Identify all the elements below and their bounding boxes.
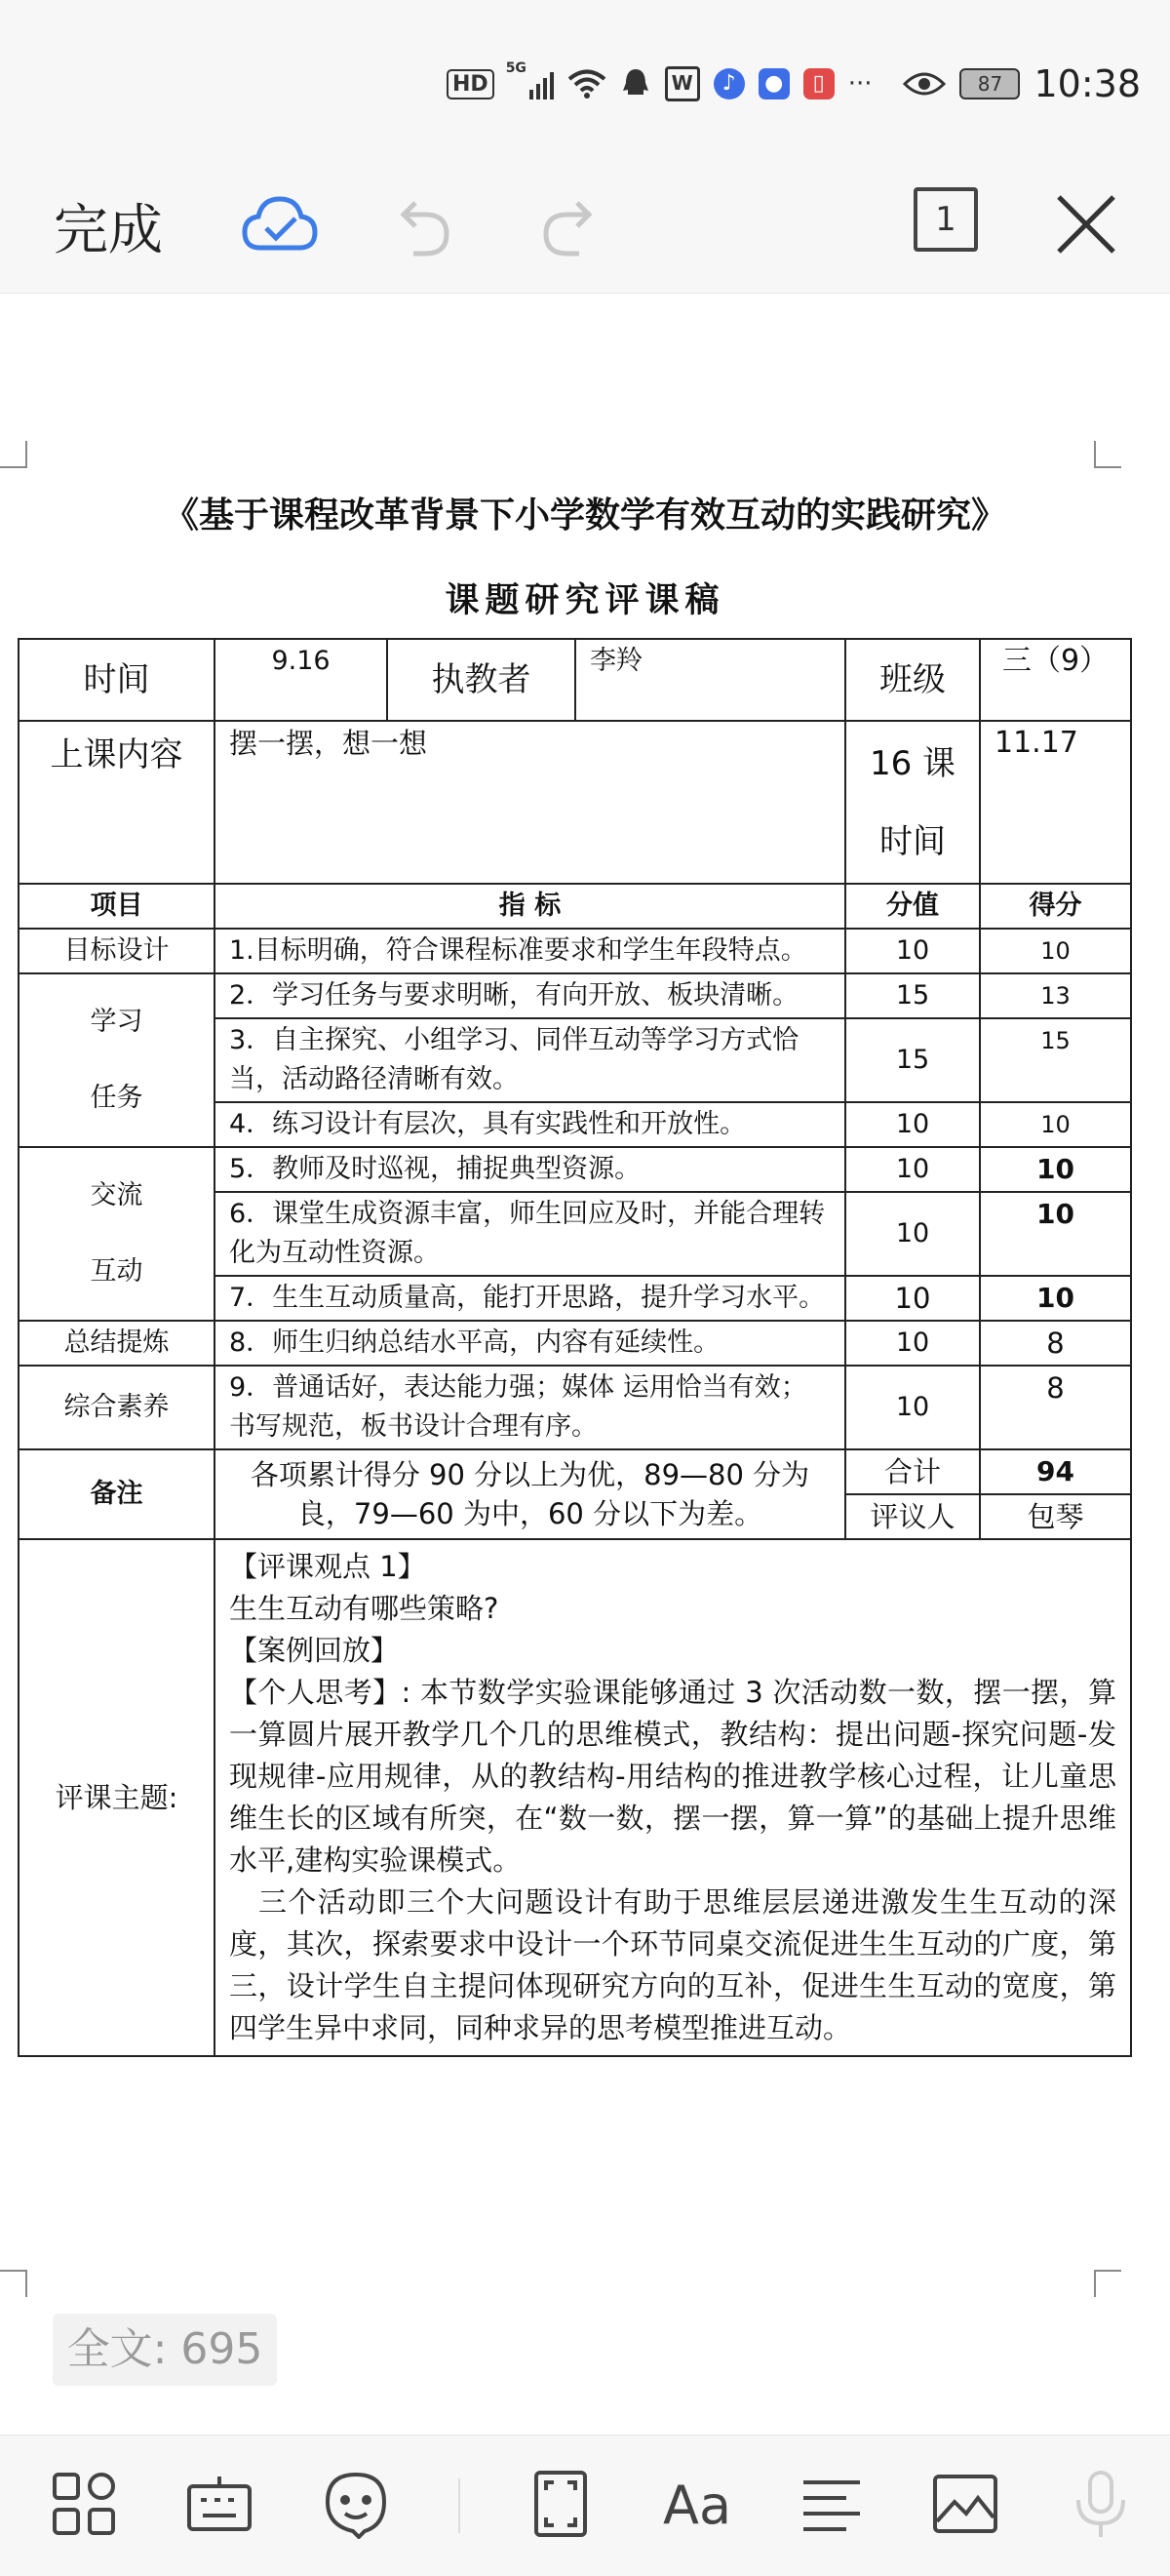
teacher-label: 执教者	[387, 639, 575, 721]
fullscreen-icon[interactable]	[526, 2469, 595, 2539]
indicator-cell[interactable]: 8．师生归纳总结水平高，内容有延续性。	[214, 1321, 845, 1366]
score-cell[interactable]: 8	[980, 1366, 1131, 1449]
remarks-label: 备注	[19, 1449, 214, 1539]
case-review-heading: 【案例回放】	[229, 1634, 400, 1667]
max-score-cell[interactable]: 10	[845, 1366, 980, 1449]
book-notification-icon: ▯	[803, 68, 835, 99]
page-corner-mark	[0, 441, 27, 468]
indicator-cell[interactable]: 2．学习任务与要求明晰，有向开放、板块清晰。	[214, 973, 845, 1018]
teacher-value[interactable]: 李羚	[575, 639, 845, 721]
table-row	[19, 1449, 1131, 1494]
table-row	[19, 1539, 1131, 2056]
content-label: 上课内容	[19, 721, 214, 884]
max-score-cell[interactable]: 10	[845, 1102, 980, 1147]
clock: 10:38	[1034, 62, 1141, 105]
page-corner-mark	[1094, 2270, 1121, 2297]
apps-icon[interactable]	[51, 2469, 117, 2539]
cloud-saved-icon[interactable]	[239, 185, 321, 267]
score-cell[interactable]: 10	[980, 1147, 1131, 1192]
table-row	[19, 1147, 1131, 1192]
max-score-cell[interactable]: 10	[845, 1147, 980, 1192]
wps-notification-icon: W	[665, 66, 700, 101]
document-subtitle: 课题研究评课稿	[445, 581, 725, 620]
personal-thoughts-paragraph: 【个人思考】: 本节数学实验课能够通过 3 次活动数一数，摆一摆，算一算圆片展开教学几个几的思维模式，教结构：提出问题-探究问题-发现规律-应用规律，从的教结构-用结构的推进教学核心过程，让儿童思维生长的区域有所突，在“数一数，摆一摆，算一算”的基础上提升思维水平,建构实验课模式。	[229, 1676, 1116, 1877]
indicator-cell[interactable]: 7．生生互动质量高，能打开思路，提升学习水平。	[214, 1276, 845, 1321]
lesson-time-label	[845, 721, 980, 884]
table-row	[19, 721, 1131, 884]
table-row	[19, 639, 1131, 721]
column-header-max: 分值	[845, 884, 980, 929]
page-count-button[interactable]	[914, 187, 978, 252]
network-type-label: 5G	[505, 60, 526, 76]
table-header-row	[19, 884, 1131, 929]
page-count-label: 1	[935, 200, 956, 239]
indicator-cell[interactable]: 9．普通话好，表达能力强；媒体 运用恰当有效；书写规范，板书设计合理有序。	[214, 1366, 845, 1449]
total-label: 合计	[845, 1449, 980, 1494]
content-value[interactable]: 摆一摆，想一想	[214, 721, 845, 884]
max-score-cell[interactable]: 15	[845, 973, 980, 1018]
column-header-score: 得分	[980, 884, 1131, 929]
column-header-indicator: 指 标	[214, 884, 845, 929]
qq-notification-icon	[620, 67, 651, 100]
class-label: 班级	[845, 639, 980, 721]
toolbar-divider	[458, 2478, 460, 2533]
column-header-item: 项目	[19, 884, 214, 929]
category-cell: 总结提炼	[19, 1321, 214, 1366]
eye-comfort-icon	[903, 70, 946, 98]
category-cell: 综合素养	[19, 1366, 214, 1449]
keyboard-icon[interactable]	[185, 2469, 254, 2539]
score-cell[interactable]: 13	[980, 973, 1131, 1018]
reviewer-value[interactable]: 包琴	[980, 1494, 1131, 1539]
max-score-cell[interactable]: 15	[845, 1018, 980, 1102]
total-value[interactable]: 94	[980, 1449, 1131, 1494]
paragraph-icon[interactable]	[798, 2469, 866, 2539]
score-cell[interactable]: 10	[980, 1192, 1131, 1276]
page-corner-mark	[0, 2270, 27, 2297]
close-icon[interactable]	[1051, 189, 1121, 259]
image-icon[interactable]	[931, 2469, 999, 2539]
editor-toolbar	[0, 166, 1170, 294]
indicator-cell[interactable]: 4．练习设计有层次，具有实践性和开放性。	[214, 1102, 845, 1147]
table-row	[19, 1366, 1131, 1449]
review-question: 生生互动有哪些策略?	[229, 1592, 499, 1625]
category-cell: 目标设计	[19, 929, 214, 973]
battery-icon: 87	[959, 68, 1020, 99]
indicator-cell[interactable]: 6．课堂生成资源丰富，师生回应及时，并能合理转化为互动性资源。	[214, 1192, 845, 1276]
review-theme-label: 评课主题:	[19, 1539, 214, 2056]
more-notifications-icon: ···	[847, 69, 873, 99]
lesson-time-value[interactable]: 11.17	[980, 721, 1131, 884]
word-count-badge: 全文: 695	[53, 2314, 277, 2386]
done-button[interactable]: 完成	[54, 199, 163, 262]
category-cell	[19, 973, 214, 1147]
score-cell[interactable]: 10	[980, 1102, 1131, 1147]
table-row	[19, 973, 1131, 1018]
max-score-cell[interactable]: 10	[845, 1276, 980, 1321]
activities-paragraph: 三个活动即三个大问题设计有助于思维层层递进激发生生互动的深度，其次，探索要求中设计一个环节同桌交流促进生生互动的广度，第三，设计学生自主提问体现研究方向的互补，促进生生互动的宽度，第四学生异中求同，同种求异的思考模型推进互动。	[229, 1885, 1116, 2044]
table-row	[19, 1321, 1131, 1366]
category-cell	[19, 1147, 214, 1321]
lesson-time-label-line-2: 时间	[879, 821, 946, 861]
remarks-line-1: 各项累计得分 90 分以上为优，89—80 分为	[250, 1458, 810, 1491]
indicator-cell[interactable]: 3．自主探究、小组学习、同伴互动等学习方式恰当，活动路径清晰有效。	[214, 1018, 845, 1102]
redo-icon[interactable]	[534, 185, 603, 267]
max-score-cell[interactable]: 10	[845, 929, 980, 973]
score-cell[interactable]: 10	[980, 1276, 1131, 1321]
voice-assistant-icon[interactable]	[322, 2469, 390, 2539]
max-score-cell[interactable]: 10	[845, 1192, 980, 1276]
score-cell[interactable]: 10	[980, 929, 1131, 973]
review-body[interactable]	[214, 1539, 1131, 2056]
bottom-toolbar	[0, 2435, 1170, 2576]
time-label: 时间	[19, 639, 214, 721]
microphone-icon[interactable]	[1067, 2469, 1135, 2539]
indicator-cell[interactable]: 1.目标明确，符合课程标准要求和学生年段特点。	[214, 929, 845, 973]
remarks-text[interactable]	[214, 1449, 845, 1539]
category-line-2: 互动	[90, 1256, 143, 1287]
evaluation-table	[18, 638, 1132, 2057]
document-title: 《基于课程改革背景下小学数学有效互动的实践研究》	[163, 495, 1006, 535]
review-heading: 【评课观点 1】	[229, 1550, 426, 1583]
category-line-2: 任务	[90, 1083, 143, 1113]
font-icon[interactable]: Aa	[663, 2475, 732, 2536]
score-cell[interactable]: 15	[980, 1018, 1131, 1102]
hd-badge-icon: HD	[447, 69, 494, 99]
undo-icon[interactable]	[390, 185, 458, 267]
reviewer-label: 评议人	[845, 1494, 980, 1539]
indicator-cell[interactable]: 5．教师及时巡视，捕捉典型资源。	[214, 1147, 845, 1192]
max-score-cell[interactable]: 10	[845, 1321, 980, 1366]
music-notification-icon: ♪	[714, 68, 745, 99]
table-row	[19, 929, 1131, 973]
lesson-time-label-line-1: 16 课	[869, 743, 956, 783]
category-line-1: 学习	[90, 1007, 143, 1037]
wifi-icon	[567, 68, 606, 99]
cellular-signal-icon	[505, 60, 554, 99]
status-bar	[0, 0, 1170, 166]
bulb-notification-icon: ●	[759, 68, 790, 99]
remarks-line-2: 良，79—60 为中，60 分以下为差。	[296, 1497, 763, 1530]
category-line-1: 交流	[90, 1180, 143, 1210]
time-value[interactable]: 9.16	[214, 639, 387, 721]
page-corner-mark	[1094, 441, 1121, 468]
score-cell[interactable]: 8	[980, 1321, 1131, 1366]
status-icons	[447, 62, 1141, 105]
class-value[interactable]: 三（9）	[980, 639, 1131, 721]
